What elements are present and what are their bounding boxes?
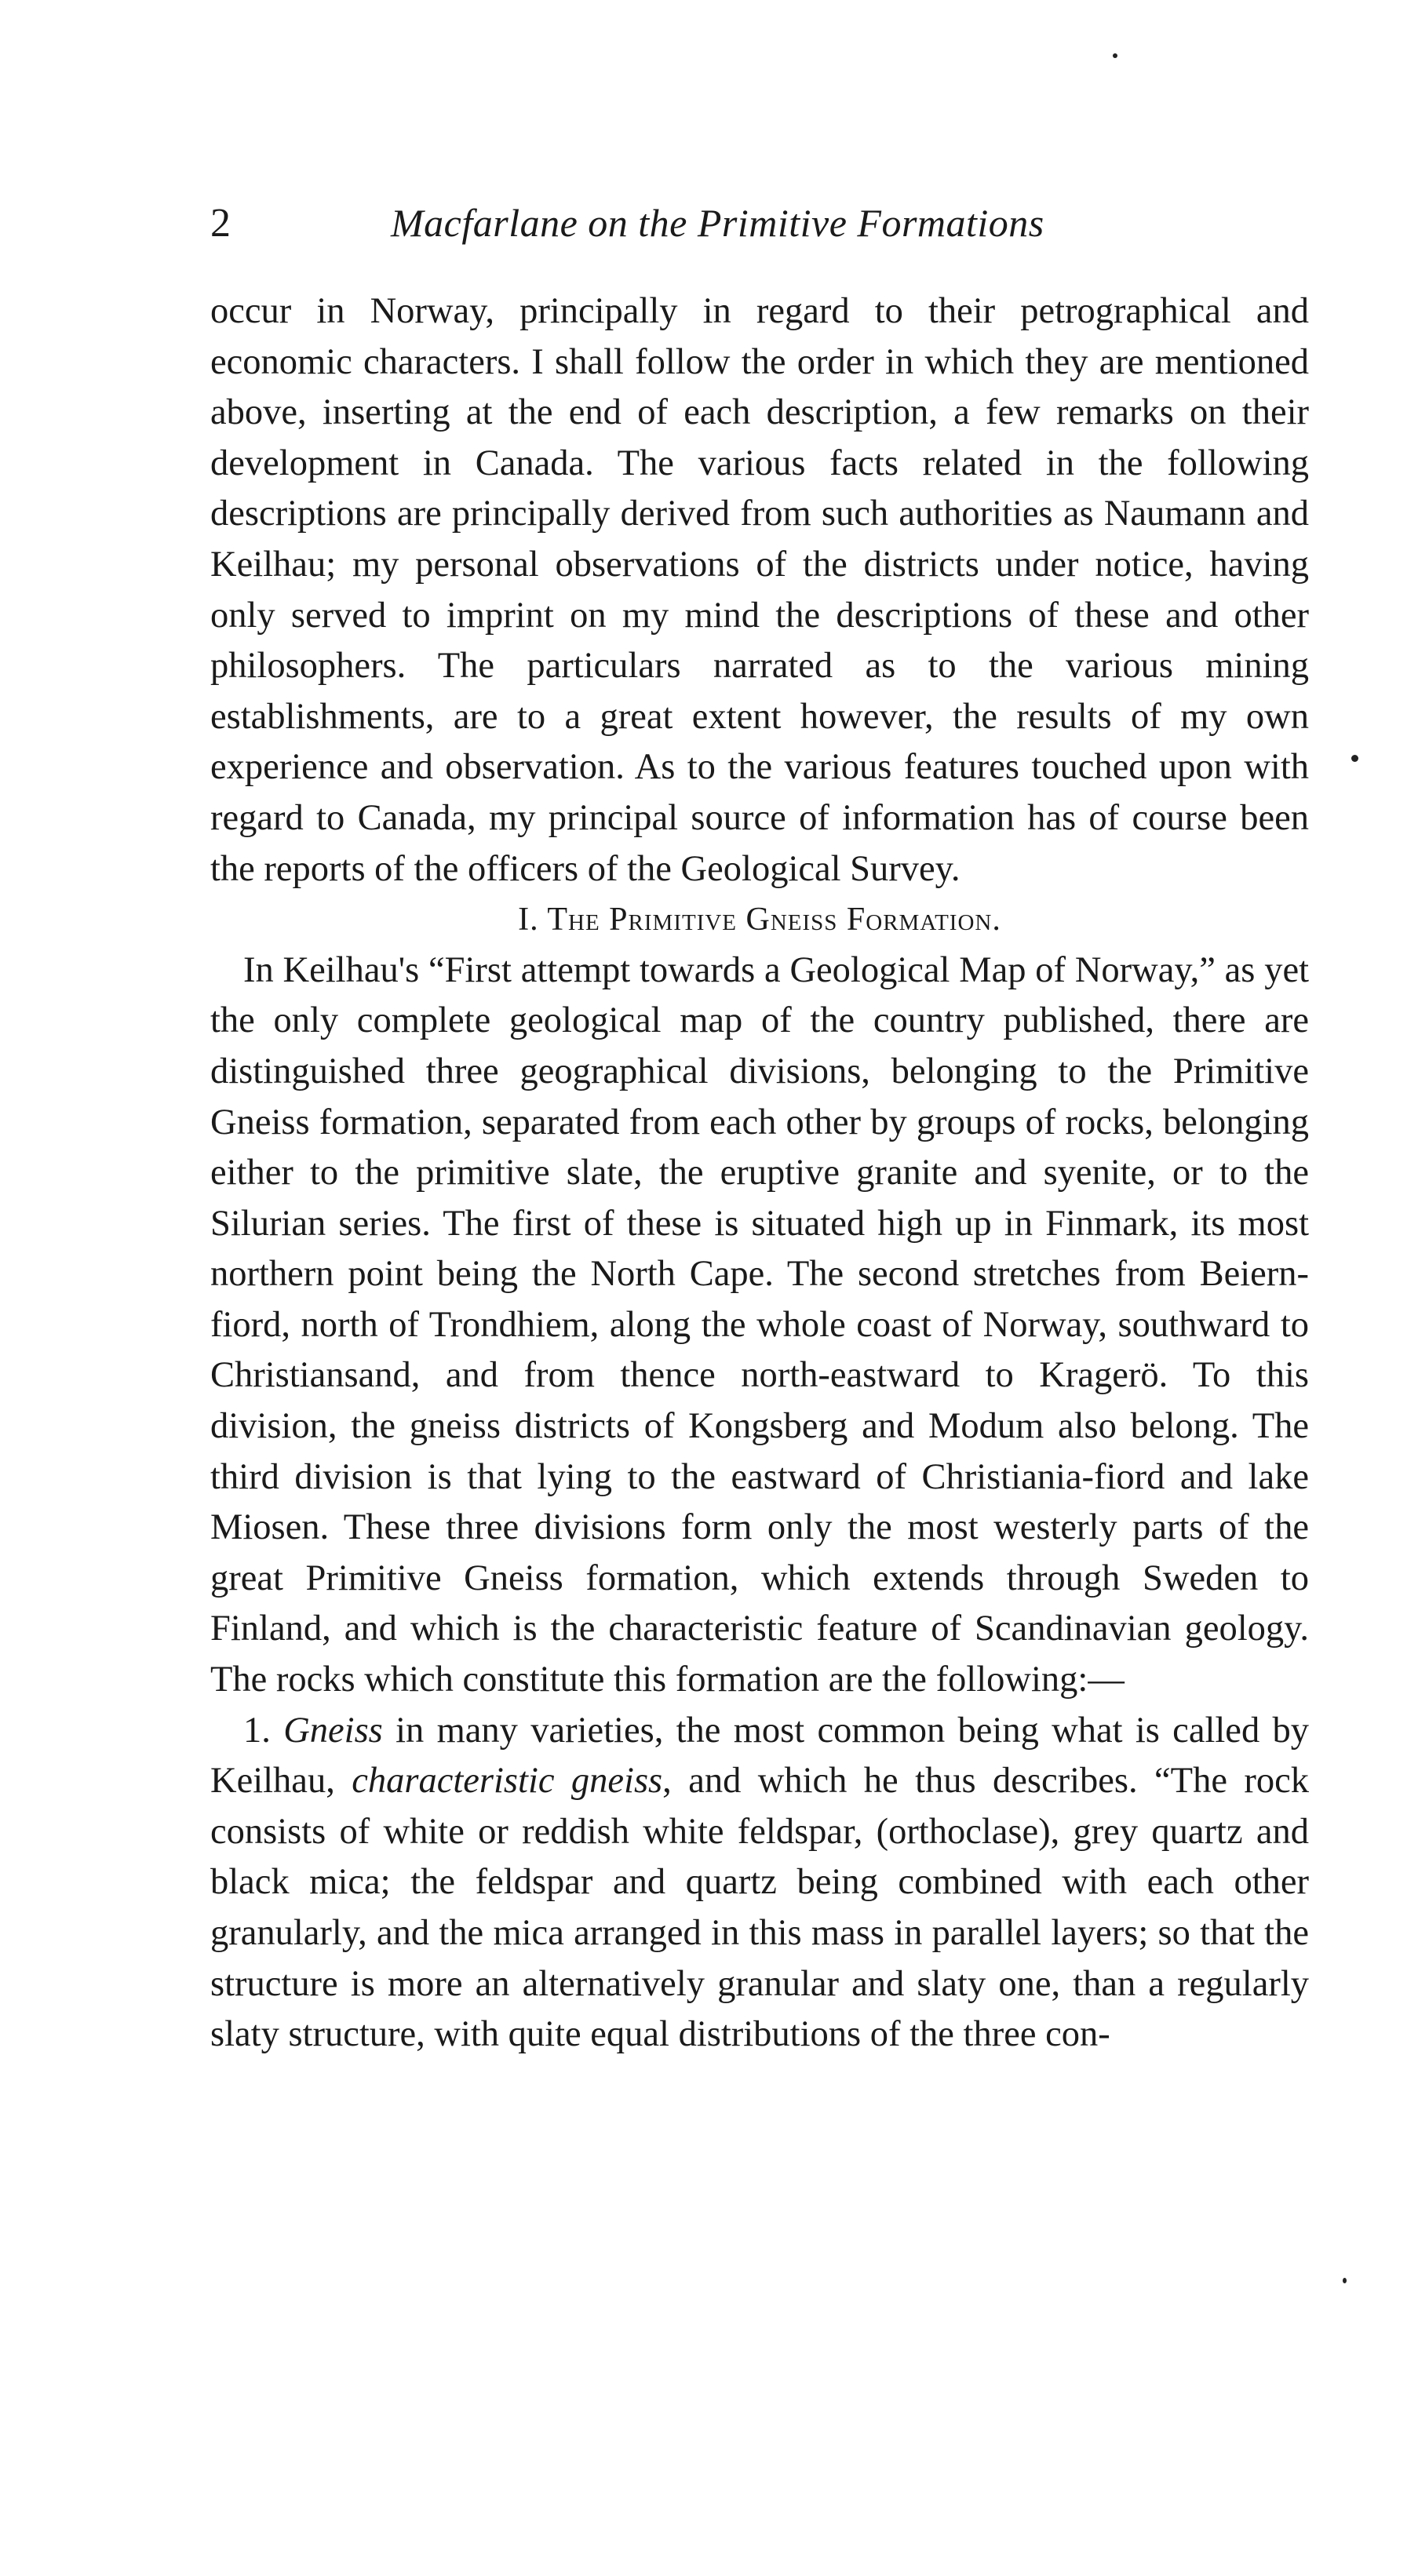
paragraph-gneiss: [210, 1706, 1309, 2060]
ink-speck: [1343, 2278, 1347, 2283]
paragraph-continuation: occur in Norway, principally in regard to their petrographical and economic characters. I shall follow the order in which they are mentioned above, inserting at the end of each description, a few remarks on their development in Canada. The various facts related in the following descriptions are principally derived from such authorities as Naumann and Keilhau; my personal observations of the districts under notice, having only served to imprint on my mind the descriptions of these and other philosophers. The particulars narrated as to the various mining establishments, are to a great extent however, the results of my own experience and observation. As to the various features touched upon with regard to Canada, my principal source of information has of course been the reports of the officers of the Geological Survey.: [210, 291, 1309, 889]
section-heading: I. The Primitive Gneiss Formation.: [518, 902, 1001, 938]
term-gneiss: Gneiss: [283, 1710, 383, 1751]
ink-speck: [1113, 53, 1117, 58]
running-head: [210, 200, 1309, 286]
paragraph-keilhau-map: In Keilhau's “First attempt towards a Geological Map of Norway,” as yet the only complete geological map of the country published, there are distinguished three geographical divisions, belonging to the Primitive Gneiss formation, separated from each other by groups of rocks, belonging either to the primitive slate, the eruptive granite and syenite, or to the Silurian series. The first of these is situated high up in Finmark, its most northern point being the North Cape. The second stretches from Beiern-fiord, north of Trondhiem, along the whole coast of Norway, southward to Christiansand, and from thence north-eastward to Kragerö. To this division, the gneiss districts of Kongsberg and Modum also belong. The third division is that lying to the eastward of Christiania-fiord and lake Miosen. These three divisions form only the most westerly parts of the great Primitive Gneiss formation, which extends through Sweden to Finland, and which is the characteristic feature of Scandinavian geology. The rocks which constitute this formation are the following:—: [210, 949, 1309, 1700]
running-title: Macfarlane on the Primitive Formations: [391, 201, 1044, 245]
term-characteristic-gneiss: characteristic gneiss: [352, 1761, 663, 1802]
item-number: 1.: [243, 1710, 271, 1751]
ink-speck: [1351, 755, 1358, 762]
paragraph-text: in many varieties, the most common being what is called by Keilhau,: [210, 1710, 1309, 1802]
paragraph-text: , and which he thus describes. “The rock consists of white or reddish white feldspar, (orthoclase), grey quartz and black mica; the feldspar and quartz being combined with each other granularly, and the mica arranged in this mass in parallel layers; so that the structure is more an alternatively granular and slaty one, than a regularly slaty structure, with quite equal distributions of the three con-: [210, 1761, 1309, 2055]
book-page: [210, 200, 1309, 2060]
page-number: 2: [210, 201, 231, 246]
body-text: [210, 286, 1309, 2060]
